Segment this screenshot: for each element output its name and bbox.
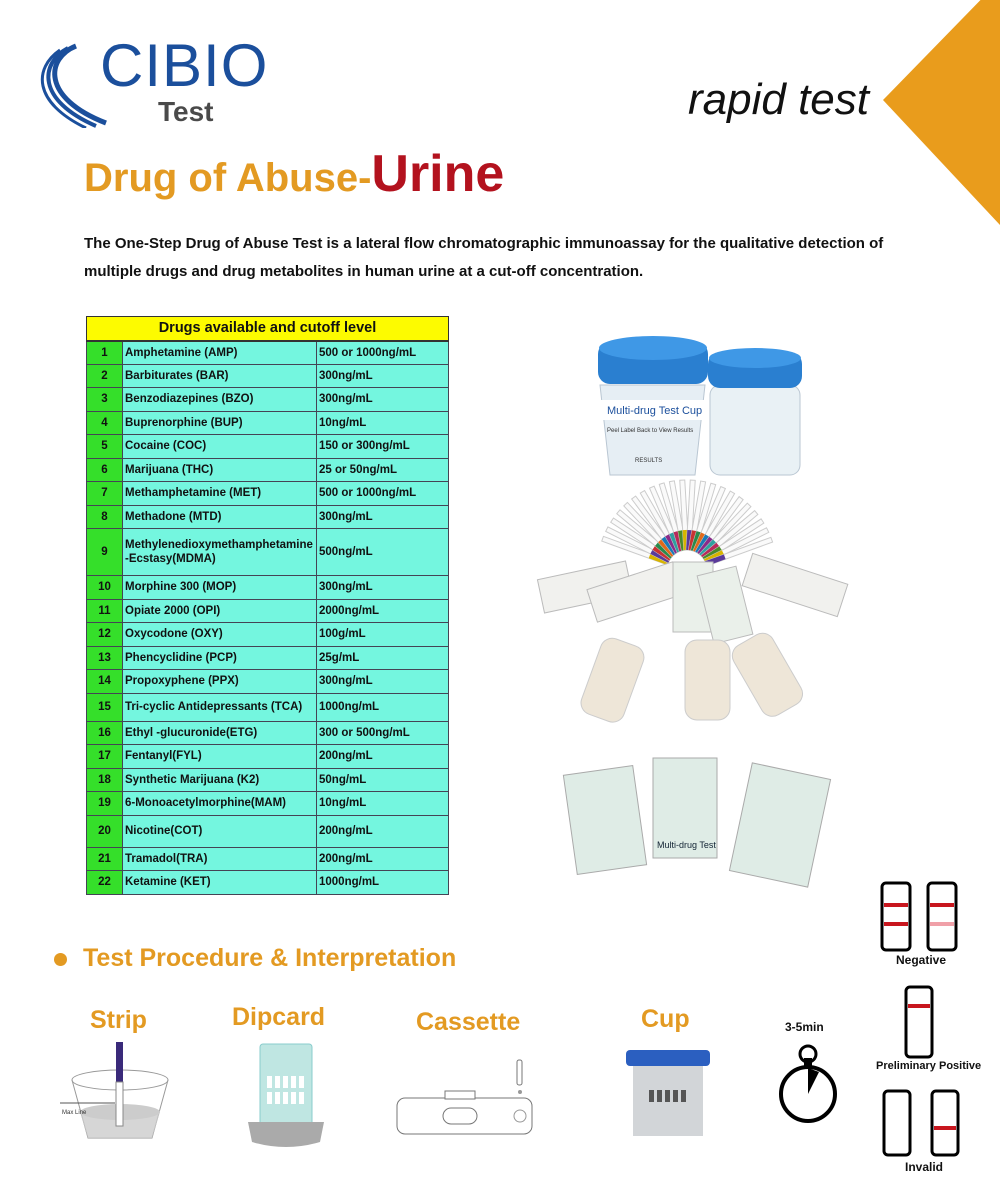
table-row bbox=[87, 623, 449, 647]
table-row bbox=[87, 529, 449, 576]
drug-name: Oxycodone (OXY) bbox=[123, 623, 317, 647]
drug-name: Tri-cyclic Antidepressants (TCA) bbox=[123, 693, 317, 721]
drug-name: Methamphetamine (MET) bbox=[123, 482, 317, 506]
negative-label: Negative bbox=[896, 953, 947, 967]
cassettes-image bbox=[578, 629, 807, 726]
row-number: 8 bbox=[87, 505, 123, 529]
cutoff-level: 300ng/mL bbox=[317, 670, 449, 694]
table-row bbox=[87, 693, 449, 721]
product-images bbox=[495, 330, 885, 900]
format-strip: Strip bbox=[90, 1006, 147, 1034]
cutoff-level: 300 or 500ng/mL bbox=[317, 721, 449, 745]
row-number: 18 bbox=[87, 768, 123, 792]
drug-name: Propoxyphene (PPX) bbox=[123, 670, 317, 694]
row-number: 21 bbox=[87, 847, 123, 871]
cutoff-level: 25 or 50ng/mL bbox=[317, 458, 449, 482]
drug-name: Marijuana (THC) bbox=[123, 458, 317, 482]
drug-name: Cocaine (COC) bbox=[123, 435, 317, 459]
table-row bbox=[87, 871, 449, 895]
table-row bbox=[87, 792, 449, 816]
cutoff-level: 25g/mL bbox=[317, 646, 449, 670]
table-row bbox=[87, 646, 449, 670]
cutoff-level: 150 or 300ng/mL bbox=[317, 435, 449, 459]
test-strips-image bbox=[602, 480, 773, 566]
strip-max-line: Max Line bbox=[62, 1110, 87, 1116]
row-number: 7 bbox=[87, 482, 123, 506]
title-emphasis: Urine bbox=[371, 145, 505, 203]
drug-name: Tramadol(TRA) bbox=[123, 847, 317, 871]
row-number: 17 bbox=[87, 745, 123, 769]
drug-name: Synthetic Marijuana (K2) bbox=[123, 768, 317, 792]
cutoff-level: 1000ng/mL bbox=[317, 871, 449, 895]
table-row bbox=[87, 721, 449, 745]
drug-name: Benzodiazepines (BZO) bbox=[123, 388, 317, 412]
row-number: 13 bbox=[87, 646, 123, 670]
row-number: 5 bbox=[87, 435, 123, 459]
table-row bbox=[87, 411, 449, 435]
dipcards-image bbox=[537, 553, 847, 643]
procedure-heading-text: Test Procedure & Interpretation bbox=[83, 944, 457, 972]
strip-in-cup-icon bbox=[60, 1040, 170, 1150]
cutoff-level: 200ng/mL bbox=[317, 745, 449, 769]
row-number: 3 bbox=[87, 388, 123, 412]
cutoff-level: 500 or 1000ng/mL bbox=[317, 482, 449, 506]
cutoff-level: 10ng/mL bbox=[317, 792, 449, 816]
tagline: rapid test bbox=[688, 75, 869, 124]
drug-name: Nicotine(COT) bbox=[123, 815, 317, 847]
cutoff-level: 300ng/mL bbox=[317, 364, 449, 388]
table-row bbox=[87, 576, 449, 600]
brand-subtitle: Test bbox=[158, 96, 214, 127]
table-row bbox=[87, 388, 449, 412]
drug-name: Methylenedioxymethamphetamine-Ecstasy(MDMA) bbox=[123, 529, 317, 576]
drug-name: Barbiturates (BAR) bbox=[123, 364, 317, 388]
row-number: 10 bbox=[87, 576, 123, 600]
drug-name: Morphine 300 (MOP) bbox=[123, 576, 317, 600]
drug-cutoff-table bbox=[86, 316, 449, 895]
dipcard-icon bbox=[240, 1040, 330, 1152]
table-row bbox=[87, 458, 449, 482]
cutoff-level: 500ng/mL bbox=[317, 529, 449, 576]
drug-name: Ethyl -glucuronide(ETG) bbox=[123, 721, 317, 745]
positive-result-icon bbox=[902, 984, 938, 1059]
cutoff-level: 300ng/mL bbox=[317, 576, 449, 600]
row-number: 4 bbox=[87, 411, 123, 435]
dip-panel-cards-image bbox=[563, 758, 830, 887]
table-row bbox=[87, 482, 449, 506]
cup-results-label: RESULTS bbox=[635, 458, 663, 464]
drug-name: Buprenorphine (BUP) bbox=[123, 411, 317, 435]
cutoff-level: 50ng/mL bbox=[317, 768, 449, 792]
invalid-result-icon bbox=[880, 1088, 970, 1160]
cassette-icon bbox=[395, 1058, 550, 1140]
format-cup: Cup bbox=[641, 1005, 690, 1033]
table-row bbox=[87, 768, 449, 792]
cup-peel-label: Peel Label Back to View Results bbox=[607, 428, 694, 434]
invalid-label: Invalid bbox=[905, 1160, 944, 1174]
drug-name: Fentanyl(FYL) bbox=[123, 745, 317, 769]
cutoff-level: 2000ng/mL bbox=[317, 599, 449, 623]
row-number: 11 bbox=[87, 599, 123, 623]
cutoff-level: 200ng/mL bbox=[317, 847, 449, 871]
description: The One-Step Drug of Abuse Test is a lateral flow chromatographic immunoassay for the qualitative detection of multiple drugs and drug metabolites in human urine at a cut-off concentration. bbox=[84, 235, 884, 280]
table-row bbox=[87, 341, 449, 365]
row-number: 22 bbox=[87, 871, 123, 895]
cutoff-level: 10ng/mL bbox=[317, 411, 449, 435]
row-number: 9 bbox=[87, 529, 123, 576]
table-row bbox=[87, 815, 449, 847]
drug-name: 6-Monoacetylmorphine(MAM) bbox=[123, 792, 317, 816]
cutoff-level: 300ng/mL bbox=[317, 505, 449, 529]
row-number: 16 bbox=[87, 721, 123, 745]
row-number: 12 bbox=[87, 623, 123, 647]
bullet-icon bbox=[54, 953, 67, 966]
table-header: Drugs available and cutoff level bbox=[87, 317, 449, 341]
format-dipcard: Dipcard bbox=[232, 1003, 326, 1031]
negative-result-icon bbox=[878, 880, 968, 955]
cutoff-level: 1000ng/mL bbox=[317, 693, 449, 721]
title-prefix: Drug of Abuse- bbox=[84, 156, 372, 200]
table-row bbox=[87, 364, 449, 388]
cutoff-level: 300ng/mL bbox=[317, 388, 449, 412]
row-number: 14 bbox=[87, 670, 123, 694]
row-number: 1 bbox=[87, 341, 123, 365]
row-number: 2 bbox=[87, 364, 123, 388]
positive-label: Preliminary Positive bbox=[876, 1060, 982, 1072]
cassette-label: Multi-drug Test bbox=[657, 840, 716, 850]
drug-name: Amphetamine (AMP) bbox=[123, 341, 317, 365]
cup-label: Multi-drug Test Cup bbox=[607, 405, 703, 417]
corner-triangle bbox=[880, 0, 1000, 230]
test-cup-image bbox=[598, 336, 802, 475]
row-number: 20 bbox=[87, 815, 123, 847]
row-number: 19 bbox=[87, 792, 123, 816]
procedure-heading bbox=[54, 944, 456, 973]
brand-logo: CIBIO bbox=[100, 32, 269, 99]
time-label: 3-5min bbox=[785, 1020, 824, 1034]
row-number: 15 bbox=[87, 693, 123, 721]
drug-name: Methadone (MTD) bbox=[123, 505, 317, 529]
drug-name: Opiate 2000 (OPI) bbox=[123, 599, 317, 623]
table-row bbox=[87, 435, 449, 459]
table-row bbox=[87, 745, 449, 769]
cutoff-level: 100g/mL bbox=[317, 623, 449, 647]
table-row bbox=[87, 670, 449, 694]
cutoff-level: 500 or 1000ng/mL bbox=[317, 341, 449, 365]
page-title bbox=[84, 145, 505, 203]
table-row bbox=[87, 505, 449, 529]
drug-name: Ketamine (KET) bbox=[123, 871, 317, 895]
cutoff-level: 200ng/mL bbox=[317, 815, 449, 847]
table-row bbox=[87, 599, 449, 623]
stopwatch-icon bbox=[775, 1042, 841, 1126]
drug-name: Phencyclidine (PCP) bbox=[123, 646, 317, 670]
table-row bbox=[87, 847, 449, 871]
row-number: 6 bbox=[87, 458, 123, 482]
format-cassette: Cassette bbox=[416, 1008, 521, 1036]
cup-icon bbox=[625, 1048, 715, 1140]
